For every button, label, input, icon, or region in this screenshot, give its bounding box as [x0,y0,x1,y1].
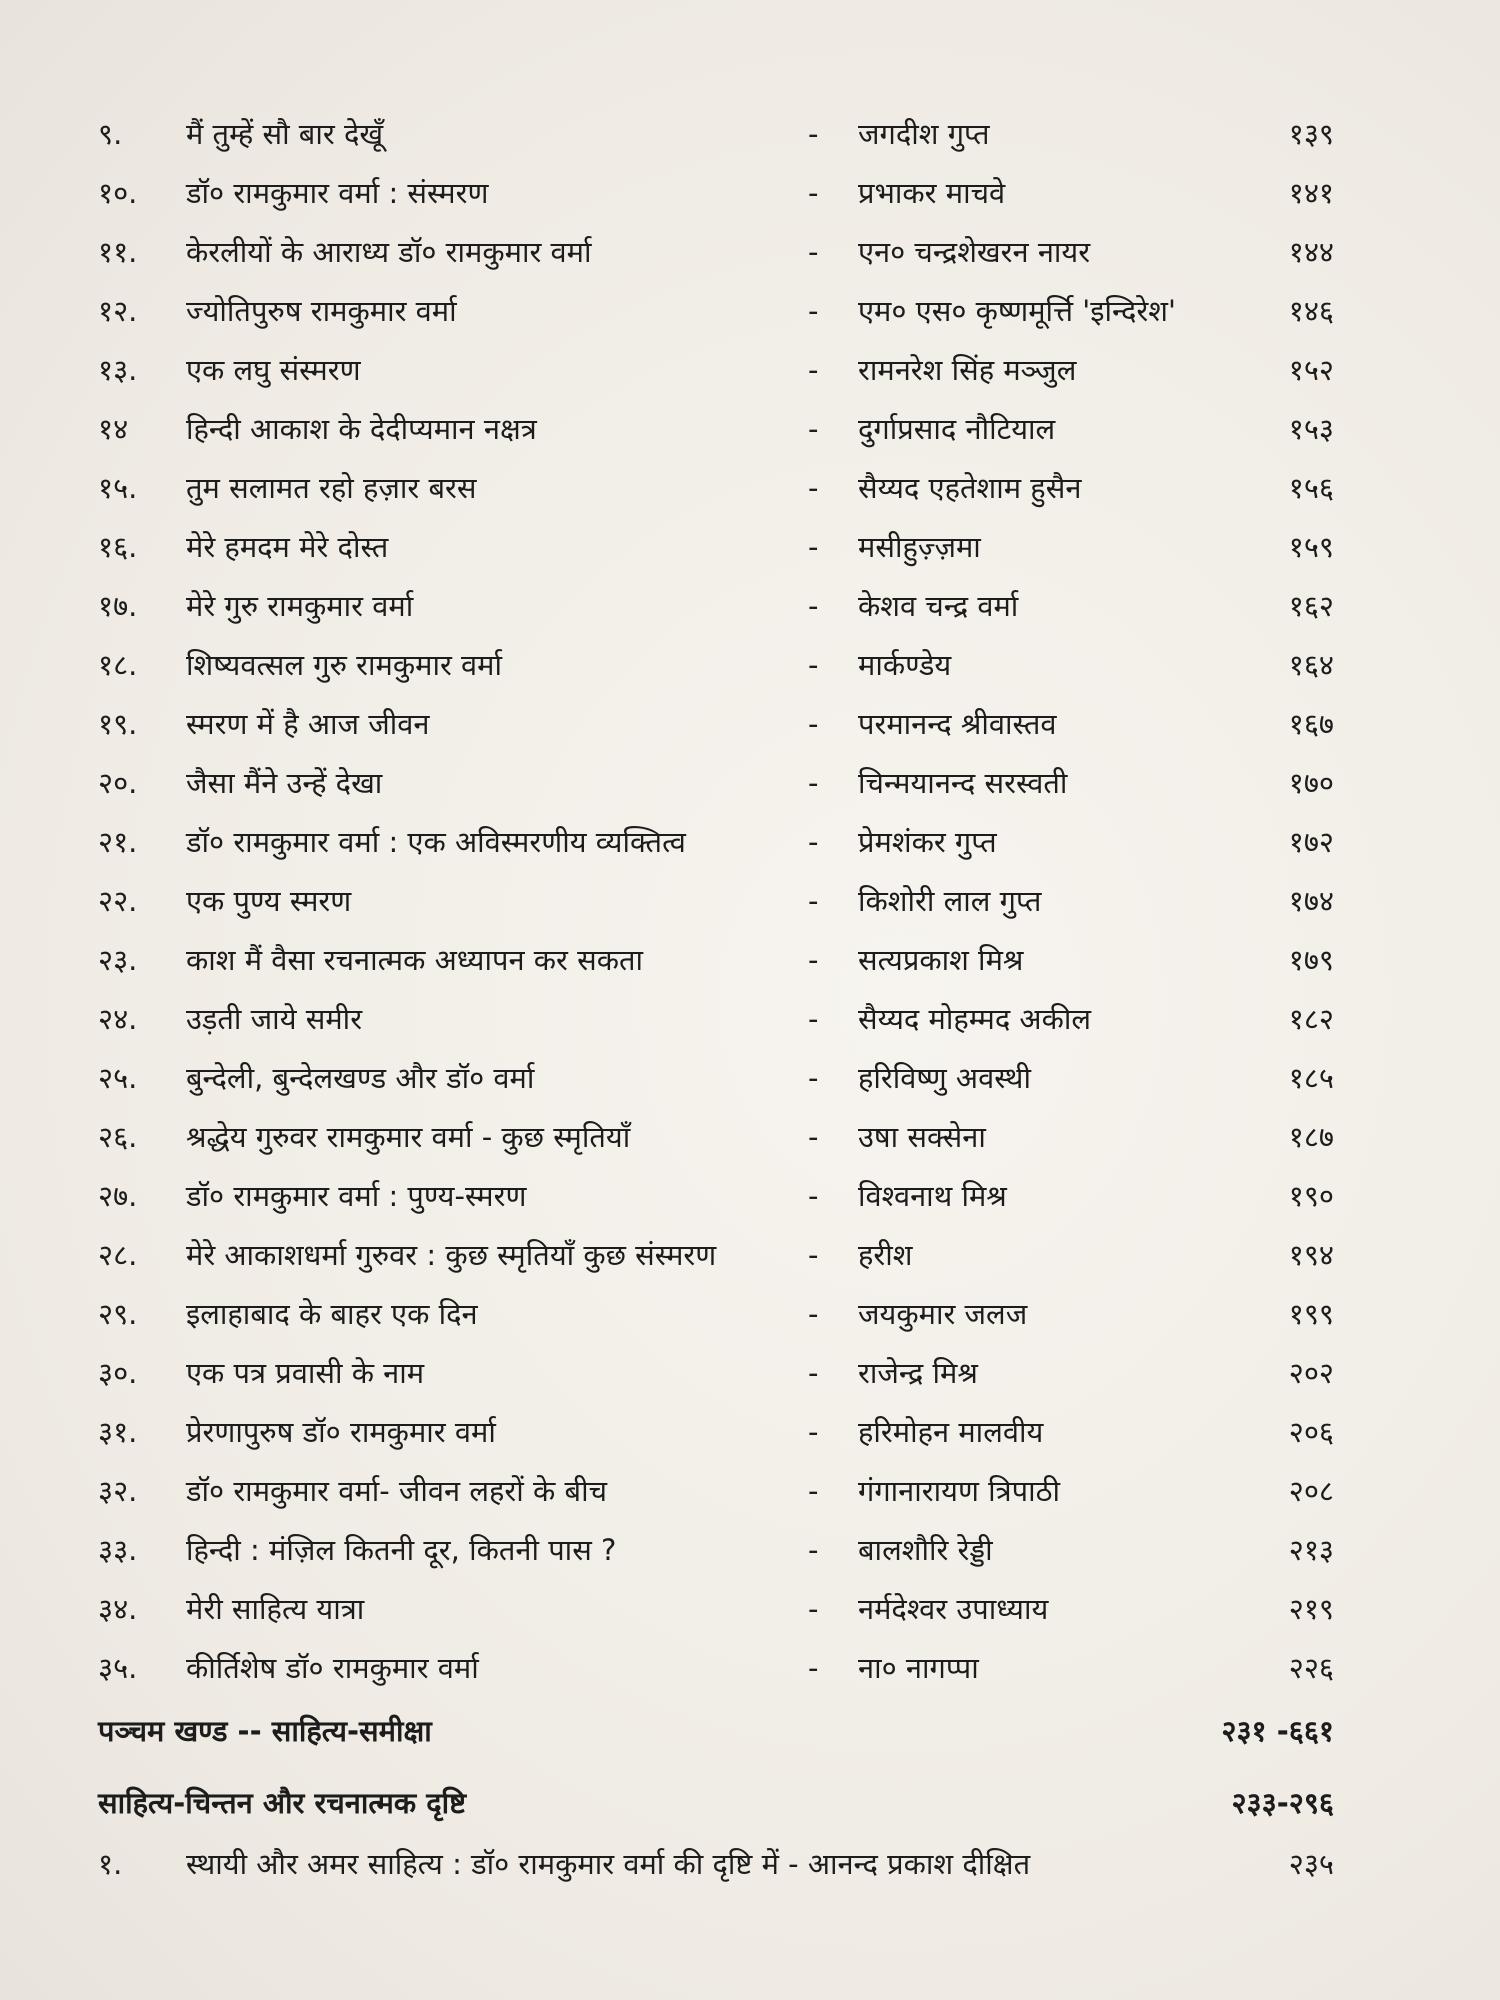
entry-title: काश मैं वैसा रचनात्मक अध्यापन कर सकता [186,943,644,977]
entry-title: एक पुण्य स्मरण [186,884,352,918]
entry-author: जयकुमार जलज [858,1297,1028,1331]
entry-dash: - [808,1415,819,1449]
toc-row [0,695,1500,754]
entry-title: मेरे हमदम मेरे दोस्त [186,530,389,564]
entry-page: १९४ [1288,1238,1334,1272]
entry-number: १. [98,1847,123,1881]
entry-page: १७० [1288,766,1334,800]
section-title: पञ्चम खण्ड -- साहित्य-समीक्षा [98,1714,432,1748]
entry-title: कीर्तिशेष डॉ० रामकुमार वर्मा [186,1651,479,1685]
entry-number: ३४. [98,1592,138,1626]
entry-dash: - [808,471,819,505]
toc-row [0,1285,1500,1344]
entry-dash: - [808,235,819,269]
entry-title: तुम सलामत रहो हज़ार बरस [186,471,477,505]
entry-title: डॉ० रामकुमार वर्मा- जीवन लहरों के बीच [186,1474,607,1508]
entry-page: १८५ [1288,1061,1334,1095]
entry-author: सत्यप्रकाश मिश्र [858,943,1024,977]
entry-dash: - [808,353,819,387]
entry-dash: - [808,176,819,210]
entry-number: १६. [98,530,138,564]
entry-author: राजेन्द्र मिश्र [858,1356,978,1390]
toc-row [0,754,1500,813]
entry-author: मार्कण्डेय [858,648,952,682]
entry-number: २६. [98,1120,138,1154]
entry-title: मेरे गुरु रामकुमार वर्मा [186,589,414,623]
subsection-title: साहित्य-चिन्तन और रचनात्मक दृष्टि [98,1786,467,1820]
entry-author: केशव चन्द्र वर्मा [858,589,1019,623]
entry-page: २१९ [1288,1592,1334,1626]
entry-number: २७. [98,1179,138,1213]
entry-dash: - [808,884,819,918]
entry-title: मेरी साहित्य यात्रा [186,1592,365,1626]
entry-number: १२. [98,294,138,328]
entry-author: विश्वनाथ मिश्र [858,1179,1007,1213]
subsection-heading [0,1771,1500,1835]
entry-dash: - [808,589,819,623]
entry-number: २९. [98,1297,138,1331]
entry-author: रामनरेश सिंह मञ्जुल [858,353,1077,387]
entry-title: मैं तुम्हें सौ बार देखूँ [186,117,384,151]
entry-dash: - [808,943,819,977]
toc-row [0,1108,1500,1167]
entry-dash: - [808,1592,819,1626]
entry-page: १७९ [1288,943,1334,977]
entry-number: १९. [98,707,138,741]
entry-title: जैसा मैंने उन्हें देखा [186,766,383,800]
entry-author: हरिविष्णु अवस्थी [858,1061,1031,1095]
table-of-contents [0,105,1500,1894]
entry-title: केरलीयों के आराध्य डॉ० रामकुमार वर्मा [186,235,592,269]
entry-page: २०६ [1288,1415,1334,1449]
entry-dash: - [808,1297,819,1331]
toc-row [0,164,1500,223]
entry-number: ३३. [98,1533,138,1567]
entry-author: मसीहुज़्ज़मा [858,530,981,564]
entry-dash: - [808,1533,819,1567]
entry-number: १३. [98,353,138,387]
entry-number: २५. [98,1061,138,1095]
entry-author: दुर्गाप्रसाद नौटियाल [858,412,1056,446]
entry-number: १८. [98,648,138,682]
entry-dash: - [808,530,819,564]
entry-page: १३९ [1288,117,1334,151]
entry-author: प्रभाकर माचवे [858,176,1006,210]
entry-number: १०. [98,176,138,210]
entry-page: १८७ [1288,1120,1334,1154]
entry-author: एन० चन्द्रशेखरन नायर [858,235,1091,269]
toc-row [0,400,1500,459]
entry-number: १७. [98,589,138,623]
toc-row [0,1462,1500,1521]
entry-page: १९० [1288,1179,1334,1213]
entry-author: गंगानारायण त्रिपाठी [858,1474,1061,1508]
entry-dash: - [808,707,819,741]
entry-page: १६२ [1288,589,1334,623]
entry-title: मेरे आकाशधर्मा गुरुवर : कुछ स्मृतियाँ कुछ संस्मरण [186,1238,717,1272]
entry-title: हिन्दी : मंज़िल कितनी दूर, कितनी पास ? [186,1533,617,1567]
entry-number: १५. [98,471,138,505]
toc-row [0,990,1500,1049]
entry-title: श्रद्धेय गुरुवर रामकुमार वर्मा - कुछ स्मृतियाँ [186,1120,631,1154]
entry-page: १९९ [1288,1297,1334,1331]
entry-title: डॉ० रामकुमार वर्मा : संस्मरण [186,176,489,210]
entry-page: २१३ [1288,1533,1334,1567]
entry-number: २८. [98,1238,138,1272]
toc-row [0,1403,1500,1462]
entry-page: १७४ [1288,884,1334,918]
toc-row [0,105,1500,164]
entry-title: एक लघु संस्मरण [186,353,361,387]
entry-author: परमानन्द श्रीवास्तव [858,707,1057,741]
entry-number: ३०. [98,1356,138,1390]
entry-number: २१. [98,825,138,859]
entry-author: जगदीश गुप्त [858,117,990,151]
entry-page: १५३ [1288,412,1334,446]
entry-number: १४ [98,412,129,446]
entry-number: ३१. [98,1415,138,1449]
entry-page: २०२ [1288,1356,1334,1390]
entry-dash: - [808,1474,819,1508]
entry-title: इलाहाबाद के बाहर एक दिन [186,1297,478,1331]
toc-row [0,1639,1500,1698]
toc-row [0,1167,1500,1226]
entry-title: स्मरण में है आज जीवन [186,707,430,741]
entry-number: ३५. [98,1651,138,1685]
toc-row [0,1049,1500,1108]
entry-author: नर्मदेश्वर उपाध्याय [858,1592,1049,1626]
entry-dash: - [808,825,819,859]
entry-number: २०. [98,766,138,800]
entry-dash: - [808,1179,819,1213]
entry-dash: - [808,1238,819,1272]
toc-row [0,636,1500,695]
entry-dash: - [808,1061,819,1095]
entry-number: ३२. [98,1474,138,1508]
entry-number: २३. [98,943,138,977]
entry-title: उड़ती जाये समीर [186,1002,363,1036]
entry-title: हिन्दी आकाश के देदीप्यमान नक्षत्र [186,412,537,446]
toc-row [0,813,1500,872]
entry-author: बालशौरि रेड्डी [858,1533,993,1567]
entry-author: प्रेमशंकर गुप्त [858,825,997,859]
entry-page: १४४ [1288,235,1334,269]
entry-dash: - [808,1356,819,1390]
entry-page: १५६ [1288,471,1334,505]
entry-dash: - [808,117,819,151]
entry-page: १६७ [1288,707,1334,741]
entry-title: बुन्देली, बुन्देलखण्ड और डॉ० वर्मा [186,1061,535,1095]
toc-row [0,1226,1500,1285]
toc-row [0,872,1500,931]
entry-author: चिन्मयानन्द सरस्वती [858,766,1068,800]
entry-page: १७२ [1288,825,1334,859]
toc-row [0,1580,1500,1639]
entry-number: ९. [98,117,123,151]
entry-title: शिष्यवत्सल गुरु रामकुमार वर्मा [186,648,503,682]
section-heading [0,1700,1500,1763]
entry-page: २०८ [1288,1474,1334,1508]
entry-author: किशोरी लाल गुप्त [858,884,1042,918]
toc-row [0,223,1500,282]
entry-page: १५२ [1288,353,1334,387]
entry-dash: - [808,1002,819,1036]
entry-title: डॉ० रामकुमार वर्मा : पुण्य-स्मरण [186,1179,527,1213]
entry-author: ना० नागप्पा [858,1651,979,1685]
entry-author: हरीश [858,1238,913,1272]
entry-dash: - [808,766,819,800]
toc-row [0,1835,1500,1894]
entry-title: डॉ० रामकुमार वर्मा : एक अविस्मरणीय व्यक्तित्व [186,825,686,859]
entry-title: स्थायी और अमर साहित्य : डॉ० रामकुमार वर्मा की दृष्टि में - आनन्द प्रकाश दीक्षित [186,1847,1031,1881]
entry-number: ११. [98,235,138,269]
toc-row [0,459,1500,518]
entry-page: १८२ [1288,1002,1334,1036]
section-page-range: २३१ -६६१ [1221,1714,1334,1748]
entry-title: ज्योतिपुरुष रामकुमार वर्मा [186,294,457,328]
toc-row [0,931,1500,990]
entry-author: सैय्यद मोहम्मद अकील [858,1002,1092,1036]
toc-row [0,518,1500,577]
entry-page: १४६ [1288,294,1334,328]
entry-author: हरिमोहन मालवीय [858,1415,1044,1449]
entry-page: १६४ [1288,648,1334,682]
entry-number: २४. [98,1002,138,1036]
entry-author: सैय्यद एहतेशाम हुसैन [858,471,1082,505]
toc-row [0,1344,1500,1403]
entry-dash: - [808,294,819,328]
entry-page: २२६ [1288,1651,1334,1685]
entry-author: उषा सक्सेना [858,1120,986,1154]
toc-row [0,1521,1500,1580]
toc-row [0,341,1500,400]
entry-page: २३५ [1288,1847,1334,1881]
entry-title: एक पत्र प्रवासी के नाम [186,1356,425,1390]
subsection-page-range: २३३-२९६ [1231,1786,1334,1820]
entry-author: एम० एस० कृष्णमूर्त्ति 'इन्दिरेश' [858,294,1176,328]
toc-row [0,577,1500,636]
entry-dash: - [808,1651,819,1685]
entry-dash: - [808,1120,819,1154]
entry-number: २२. [98,884,138,918]
entry-page: १५९ [1288,530,1334,564]
entry-page: १४१ [1288,176,1334,210]
entry-dash: - [808,648,819,682]
entry-dash: - [808,412,819,446]
toc-row [0,282,1500,341]
entry-title: प्रेरणापुरुष डॉ० रामकुमार वर्मा [186,1415,496,1449]
